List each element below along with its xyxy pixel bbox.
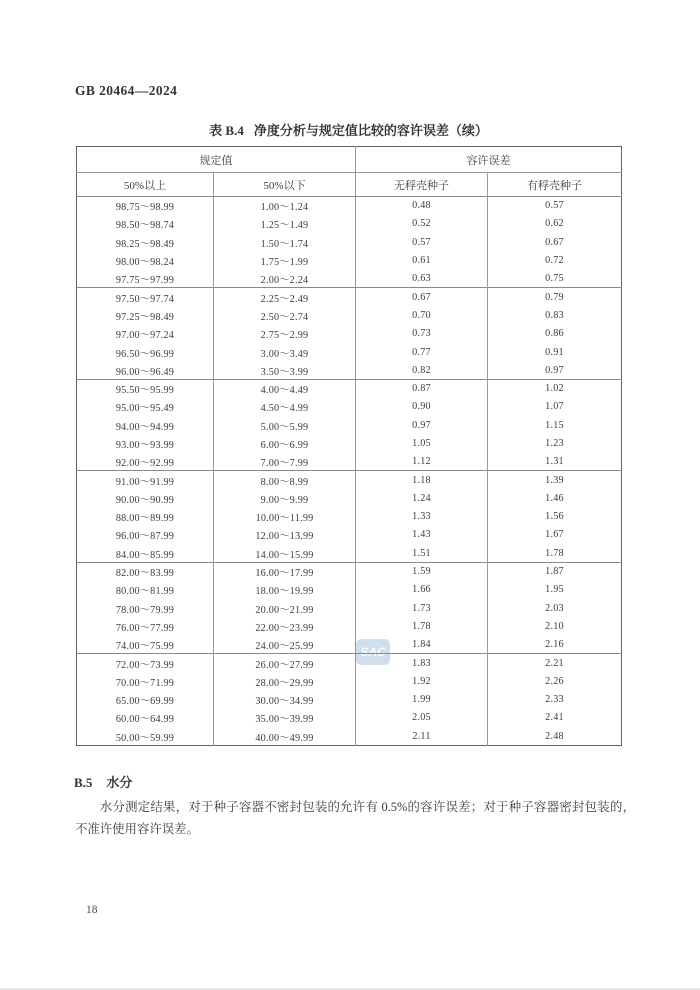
table-row bbox=[77, 471, 622, 489]
table-cell: 2.50～2.74 bbox=[214, 306, 356, 324]
page-number: 18 bbox=[86, 904, 98, 916]
table-cell: 1.99 bbox=[356, 691, 488, 709]
table-cell: 2.25～2.49 bbox=[214, 288, 356, 306]
table-row bbox=[77, 416, 622, 434]
table-cell: 2.00～2.24 bbox=[214, 270, 356, 288]
table-cell: 1.67 bbox=[488, 526, 622, 544]
table-cell: 1.59 bbox=[356, 562, 488, 580]
standard-number: GB 20464—2024 bbox=[75, 83, 178, 98]
table-number: 表 B.4 bbox=[209, 123, 244, 138]
table-row bbox=[77, 654, 622, 672]
table-cell: 30.00～34.99 bbox=[214, 691, 356, 709]
table-cell: 1.75～1.99 bbox=[214, 251, 356, 269]
table-cell: 35.00～39.99 bbox=[214, 709, 356, 727]
table-cell: 0.57 bbox=[488, 197, 622, 215]
table-row bbox=[77, 562, 622, 580]
table-cell: 0.83 bbox=[488, 306, 622, 324]
table-cell: 0.87 bbox=[356, 379, 488, 397]
table-cell: 2.11 bbox=[356, 727, 488, 745]
table-cell: 78.00～79.99 bbox=[115, 604, 175, 616]
row-group bbox=[77, 562, 622, 653]
table-cell: 0.82 bbox=[356, 361, 488, 379]
table-cell: 91.00～91.99 bbox=[115, 476, 175, 488]
table-cell: 72.00～73.99 bbox=[115, 659, 175, 671]
table-row bbox=[77, 709, 622, 727]
table-cell: 1.87 bbox=[488, 562, 622, 580]
table-row bbox=[77, 306, 622, 324]
table-cell: 1.51 bbox=[356, 544, 488, 562]
table-cell: 2.75～2.99 bbox=[214, 325, 356, 343]
table-cell: 1.15 bbox=[488, 416, 622, 434]
row-group bbox=[77, 288, 622, 379]
table-cell: 26.00～27.99 bbox=[214, 654, 356, 672]
table-cell: 1.92 bbox=[356, 672, 488, 690]
table-cell: 50.00～59.99 bbox=[115, 732, 175, 744]
table-cell: 16.00～17.99 bbox=[214, 562, 356, 580]
sac-watermark-logo: SAC bbox=[356, 639, 390, 665]
table-cell: 1.95 bbox=[488, 581, 622, 599]
table-cell: 14.00～15.99 bbox=[214, 544, 356, 562]
table-cell: 4.00～4.49 bbox=[214, 379, 356, 397]
table-cell: 1.18 bbox=[356, 471, 488, 489]
table-cell: 1.84 bbox=[356, 636, 488, 654]
table-cell: 12.00～13.99 bbox=[214, 526, 356, 544]
table-row bbox=[77, 325, 622, 343]
table-row bbox=[77, 215, 622, 233]
table-cell: 0.72 bbox=[488, 251, 622, 269]
table-cell: 40.00～49.99 bbox=[214, 727, 356, 745]
table-row bbox=[77, 197, 622, 215]
header-tolerance: 容许误差 bbox=[356, 147, 622, 173]
table-cell: 98.00～98.24 bbox=[115, 257, 175, 269]
table-cell: 93.00～93.99 bbox=[115, 440, 175, 451]
row-group bbox=[77, 471, 622, 562]
table-cell: 95.00～95.49 bbox=[115, 403, 175, 415]
header-row-groups bbox=[77, 147, 622, 173]
table-cell: 95.50～95.99 bbox=[115, 385, 175, 397]
table-cell: 1.73 bbox=[356, 599, 488, 617]
table-cell: 0.70 bbox=[356, 306, 488, 324]
table-row bbox=[77, 489, 622, 507]
table-title bbox=[76, 120, 621, 139]
table-cell: 0.52 bbox=[356, 215, 488, 233]
table-row bbox=[77, 727, 622, 745]
table-cell: 22.00～23.99 bbox=[214, 617, 356, 635]
table-row bbox=[77, 233, 622, 251]
table-cell: 98.25～98.49 bbox=[115, 238, 175, 250]
table-row bbox=[77, 526, 622, 544]
table-cell: 3.50～3.99 bbox=[214, 361, 356, 379]
table-cell: 94.00～94.99 bbox=[115, 421, 175, 433]
table-cell: 97.25～98.49 bbox=[115, 311, 175, 323]
table-cell: 97.50～97.74 bbox=[115, 293, 175, 305]
section-paragraph: 水分测定结果，对于种子容器不密封包装的允许有 0.5%的容许误差；对于种子容器密封包装的，不准许使用容许误差。 bbox=[75, 800, 635, 836]
section-heading bbox=[74, 772, 132, 791]
table-cell: 1.78 bbox=[356, 617, 488, 635]
table-cell: 1.46 bbox=[488, 489, 622, 507]
table-row bbox=[77, 251, 622, 269]
table-cell: 1.43 bbox=[356, 526, 488, 544]
table-cell: 90.00～90.99 bbox=[115, 494, 175, 506]
table-cell: 88.00～89.99 bbox=[115, 513, 175, 525]
table-cell: 96.00～96.49 bbox=[115, 366, 175, 378]
table-row bbox=[77, 288, 622, 306]
table-row bbox=[77, 379, 622, 397]
table-cell: 2.03 bbox=[488, 599, 622, 617]
table-cell: 1.12 bbox=[356, 453, 488, 471]
table-cell: 28.00～29.99 bbox=[214, 672, 356, 690]
table-title-text: 净度分析与规定值比较的容许误差（续） bbox=[253, 123, 488, 138]
header-row-columns bbox=[77, 173, 622, 197]
table-cell: 9.00～9.99 bbox=[214, 489, 356, 507]
table-cell: 0.57 bbox=[356, 233, 488, 251]
table-cell: 20.00～21.99 bbox=[214, 599, 356, 617]
table-cell: 0.63 bbox=[356, 270, 488, 288]
table-cell: 0.86 bbox=[488, 325, 622, 343]
table-cell: 2.10 bbox=[488, 617, 622, 635]
table-row bbox=[77, 617, 622, 635]
table-row bbox=[77, 270, 622, 288]
table-cell: 0.91 bbox=[488, 343, 622, 361]
table-cell: 1.56 bbox=[488, 508, 622, 526]
table-cell: 0.75 bbox=[488, 270, 622, 288]
table-cell: 60.00～64.99 bbox=[115, 714, 175, 726]
table-cell: 10.00～11.99 bbox=[214, 508, 356, 526]
table-cell: 2.48 bbox=[488, 727, 622, 745]
header-col-below50: 50%以下 bbox=[214, 173, 356, 197]
table-cell: 1.50～1.74 bbox=[214, 233, 356, 251]
header-specified-value: 规定值 bbox=[77, 147, 356, 173]
header-col-husk: 有稃壳种子 bbox=[488, 173, 622, 197]
table-row bbox=[77, 398, 622, 416]
row-group bbox=[77, 654, 622, 745]
table-cell: 1.78 bbox=[488, 544, 622, 562]
table-cell: 74.00～75.99 bbox=[115, 641, 175, 653]
table-cell: 1.25～1.49 bbox=[214, 215, 356, 233]
table-row bbox=[77, 453, 622, 471]
table-cell: 0.73 bbox=[356, 325, 488, 343]
table-cell: 1.24 bbox=[356, 489, 488, 507]
table-cell: 6.00～6.99 bbox=[214, 434, 356, 452]
table-cell: 80.00～81.99 bbox=[115, 586, 175, 598]
table-cell: 1.00～1.24 bbox=[214, 197, 356, 215]
table-cell: 82.00～83.99 bbox=[115, 568, 175, 580]
table-row bbox=[77, 581, 622, 599]
table-cell: 98.75～98.99 bbox=[115, 202, 175, 214]
table-cell: 2.26 bbox=[488, 672, 622, 690]
table-cell: 0.48 bbox=[356, 197, 488, 215]
table-cell: 5.00～5.99 bbox=[214, 416, 356, 434]
table-cell: 2.41 bbox=[488, 709, 622, 727]
table-cell: 0.97 bbox=[356, 416, 488, 434]
tolerance-table bbox=[76, 146, 622, 746]
table-row bbox=[77, 343, 622, 361]
table-cell: 0.97 bbox=[488, 361, 622, 379]
table-cell: 2.21 bbox=[488, 654, 622, 672]
table-cell: 1.07 bbox=[488, 398, 622, 416]
table-cell: 3.00～3.49 bbox=[214, 343, 356, 361]
table-cell: 84.00～85.99 bbox=[115, 549, 175, 561]
table-row bbox=[77, 361, 622, 379]
table-row bbox=[77, 636, 622, 654]
row-group bbox=[77, 197, 622, 288]
table-cell: 0.67 bbox=[488, 233, 622, 251]
table-cell: 8.00～8.99 bbox=[214, 471, 356, 489]
table-row bbox=[77, 508, 622, 526]
section-number: B.5 bbox=[74, 775, 93, 790]
table-cell: 96.00～87.99 bbox=[115, 531, 175, 543]
table-cell: 2.05 bbox=[356, 709, 488, 727]
section-title: 水分 bbox=[106, 775, 133, 790]
table-row bbox=[77, 672, 622, 690]
table-cell: 97.75～97.99 bbox=[115, 275, 175, 287]
table-cell: 1.05 bbox=[356, 434, 488, 452]
table-cell: 18.00～19.99 bbox=[214, 581, 356, 599]
table-cell: 65.00～69.99 bbox=[115, 696, 175, 708]
table-row bbox=[77, 599, 622, 617]
table-cell: 1.39 bbox=[488, 471, 622, 489]
row-group bbox=[77, 379, 622, 470]
table-cell: 0.77 bbox=[356, 343, 488, 361]
table-cell: 2.33 bbox=[488, 691, 622, 709]
table-cell: 70.00～71.99 bbox=[115, 677, 175, 689]
table-cell: 1.83 bbox=[356, 654, 488, 672]
table-cell: 1.33 bbox=[356, 508, 488, 526]
table-row bbox=[77, 434, 622, 452]
table-cell: 97.00～97.24 bbox=[115, 330, 175, 342]
table-cell: 1.31 bbox=[488, 453, 622, 471]
table-cell: 24.00～25.99 bbox=[214, 636, 356, 654]
header-col-above50: 50%以上 bbox=[123, 179, 167, 192]
table-cell: 1.66 bbox=[356, 581, 488, 599]
table-cell: 92.00～92.99 bbox=[115, 458, 175, 470]
table-cell: 4.50～4.99 bbox=[214, 398, 356, 416]
table-cell: 0.62 bbox=[488, 215, 622, 233]
table-cell: 96.50～96.99 bbox=[115, 348, 175, 360]
table-cell: 7.00～7.99 bbox=[214, 453, 356, 471]
table-cell: 0.61 bbox=[356, 251, 488, 269]
table-cell: 1.23 bbox=[488, 434, 622, 452]
table-cell: 0.79 bbox=[488, 288, 622, 306]
table-cell: 1.02 bbox=[488, 379, 622, 397]
header-col-no-husk: 无稃壳种子 bbox=[356, 173, 488, 197]
table-cell: 98.50～98.74 bbox=[115, 220, 175, 232]
table-header bbox=[77, 147, 622, 197]
table-row bbox=[77, 544, 622, 562]
table-cell: 2.16 bbox=[488, 636, 622, 654]
table-container bbox=[76, 146, 622, 746]
table-cell: 0.90 bbox=[356, 398, 488, 416]
table-cell: 0.67 bbox=[356, 288, 488, 306]
table-cell: 76.00～77.99 bbox=[115, 622, 175, 634]
table-row bbox=[77, 691, 622, 709]
